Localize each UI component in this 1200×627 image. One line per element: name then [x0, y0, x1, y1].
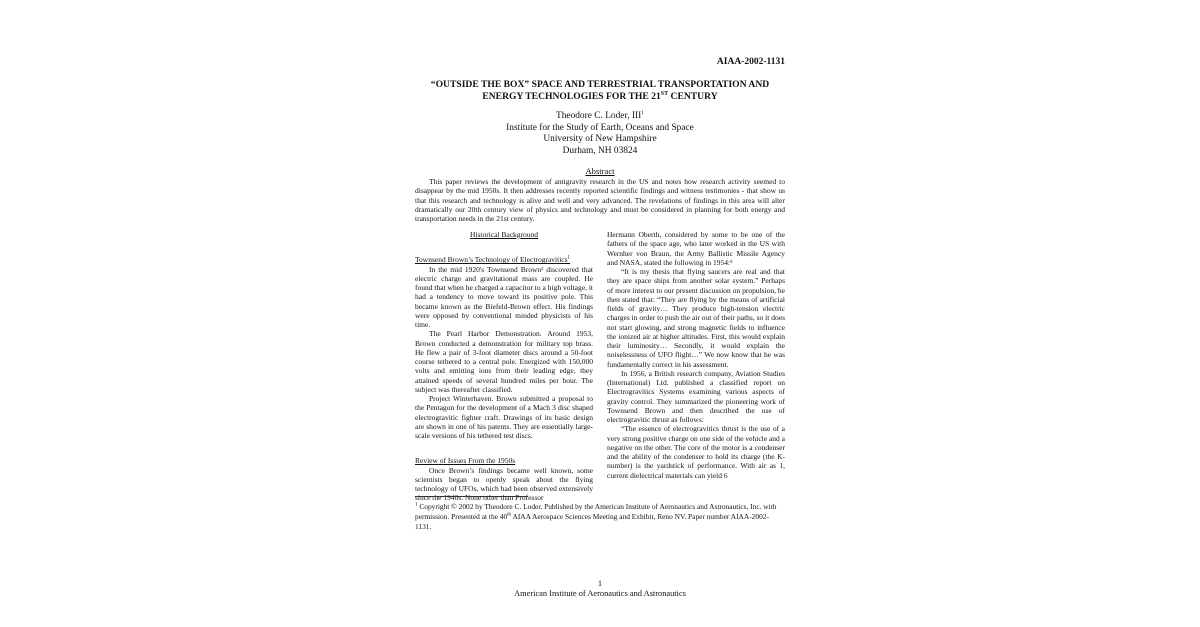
author-name: Theodore C. Loder, III [555, 111, 642, 121]
paragraph: Project Winterhaven. Brown submitted a proposal to the Pentagon for the development of a Mach 3 disc shaped electrogravitic fighter craft. Drawings of its basic design are shown in one of his patents. They are essentially large-scale versions of his tethered test discs. [415, 394, 593, 440]
author-institute: Institute for the Study of Earth, Oceans and Space [506, 122, 694, 133]
subheading-electrogravitics [415, 255, 593, 264]
footnote-text-pre: Copyright © 2002 by Theodore C. Loder. Published by the American Institute of Aeronautics and Astronautics, Inc. with permission. Presented at the 40 [415, 502, 777, 521]
title-line-2-pre: ENERGY TECHNOLOGIES FOR THE 21 [482, 91, 661, 102]
footnote-divider [415, 496, 528, 497]
title-line-1: “OUTSIDE THE BOX” SPACE AND TERRESTRIAL TRANSPORTATION AND [430, 79, 770, 90]
report-number: AIAA-2002-1131 [716, 57, 785, 67]
subheading-electrogravitics-marker: 1 [567, 255, 571, 261]
footnote-text-post: AIAA Aerospace Sciences Meeting and Exhibit, Reno NV. Paper number AIAA-2002-1131. [415, 512, 769, 531]
paragraph: In the mid 1920's Townsend Brown² discovered that electric charge and gravitational mass are coupled. He found that when he charged a capacitor to a high voltage, it had a tendency to move toward its positive pole. This became known as the Biefeld-Brown effect. His findings were opposed by conventional minded physicists of his time. [415, 264, 593, 329]
footnote-marker: 1 [415, 502, 418, 508]
title-superscript: ST [660, 90, 669, 97]
paragraph: “The essence of electrogravitics thrust is the use of a very strong positive charge on one side of the vehicle and a negative on the other. The core of the motor is a condenser and the ability of the condenser to hold its charge (the K-number) is the yardstick of performance. With air as 1, current dielectrical materials can yield 6 [607, 424, 785, 480]
author-block [400, 111, 800, 157]
author-name-line [400, 111, 800, 123]
abstract-heading: Abstract [585, 166, 615, 176]
footer-organization: American Institute of Aeronautics and Astronautics [514, 589, 686, 598]
author-location: Durham, NH 03824 [562, 145, 638, 156]
title-line-2 [400, 91, 800, 103]
title-line-2-post: CENTURY [668, 91, 718, 102]
paragraph: “It is my thesis that flying saucers are real and that they are space ships from another solar system.” Perhaps of more interest to our present discussion on propulsion, he then stated that: “They are flying by the means of artificial fields of gravity… They produce high-tension electric charges in order to push the air out of their paths, so it does not start glowing, and strong magnetic fields to influence the ionized air at higher altitudes. First, this would explain their luminosity… Secondly, it would explain the noiselessness of UFO flight…” We now know that he was fundamentally correct in his assessment. [607, 267, 785, 369]
paragraph: Hermann Oberth, considered by some to be one of the fathers of the space age, who later worked in the US with Wernher von Braun, the Army Ballistic Missile Agency and NASA, stated the following in 1954:³ [607, 230, 785, 267]
abstract-text: This paper reviews the development of antigravity research in the US and notes how research activity seemed to disappear by the mid 1950s. It then addresses recently reported scientific findings and witness testimonies - that show us that this research and technology is alive and well and very advanced. The revelations of findings in this area will alter dramatically our 20th century view of physics and technology and must be considered in planning for both energy and transportation needs in the 21st century. [415, 177, 785, 224]
right-column [607, 230, 785, 480]
copyright-footnote [415, 502, 785, 532]
paragraph: Once Brown’s findings became well known, some scientists began to openly speak about the flying technology of UFOs, which had been observed extensively since the 1940s. None other than Professor [415, 465, 593, 503]
paragraph: The Pearl Harbor Demonstration. Around 1953, Brown conducted a demonstration for military top brass. He flew a pair of 3-foot diameter discs around a 50-foot course tethered to a central pole. Energized with 150,000 volts and emitting ions from their leading edge, they attained speeds of several hundred miles per hour. The subject was thereafter classified. [415, 329, 593, 394]
author-footnote-marker: 1 [641, 109, 645, 116]
subheading-1950s-review: Review of Issues From the 1950s [415, 456, 516, 466]
left-column [415, 230, 593, 503]
paper-title [400, 79, 800, 103]
paragraph: In 1956, a British research company, Aviation Studies (International) Ltd. published a classified report on Electrogravitics Systems examining various aspects of gravity control. They summarized the pioneering work of Townsend Brown and then described the use of electrogravitic thrust as follows: [607, 368, 785, 424]
section-heading-historical-background: Historical Background [469, 230, 539, 239]
author-university: University of New Hampshire [543, 134, 657, 144]
footnote-superscript: th [507, 512, 512, 518]
subheading-electrogravitics-text: Townsend Brown’s Technology of Electrogravitics [415, 255, 568, 265]
page-number: 1 [597, 579, 603, 588]
